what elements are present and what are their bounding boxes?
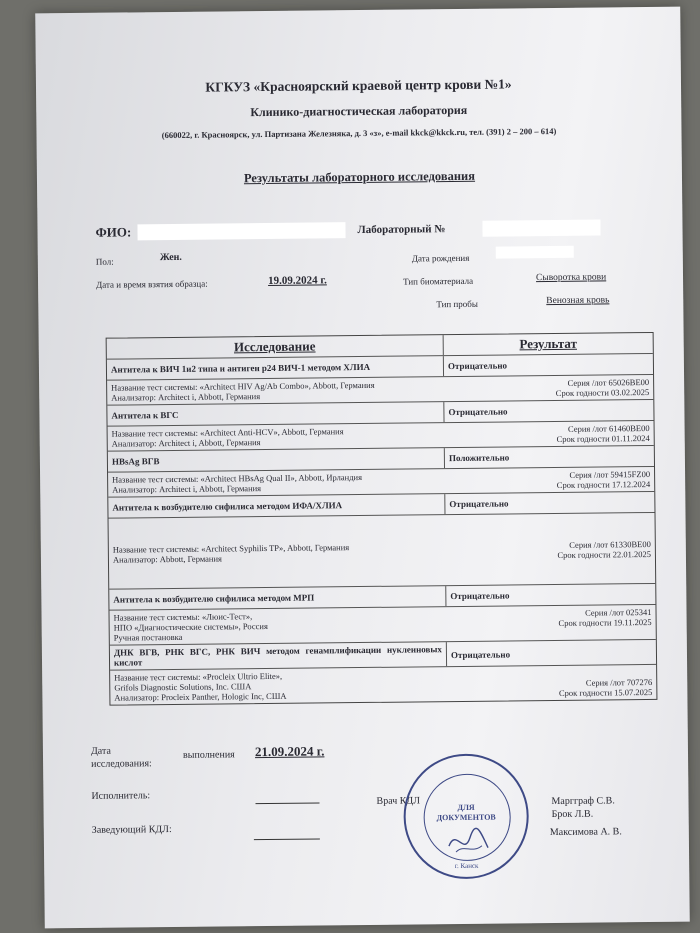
stamp-text-line2: ДОКУМЕНТОВ [436,812,496,823]
performer-signature-line [256,802,320,804]
signature-scribble [446,826,491,858]
analyzer: Анализатор: Abbott, Германия [112,553,222,565]
doctor-name: Маргграф С.В. [551,795,615,808]
redacted-fio [137,222,345,240]
lot-number: Серия /лот 61460BE00 [567,422,650,434]
analyzer: Анализатор: Architect i, Abbott, Германия [111,437,261,449]
kit-vendor: НПО «Диагностические системы», Россия [113,620,268,633]
lot-number: Серия /лот 61330BE00 [569,538,651,550]
redacted-dob [496,246,574,259]
sex-label: Пол: [95,256,114,267]
method-note: Ручная постановка [113,631,183,643]
test-name: Антитела к возбудителю сифилиса методом МРП [109,586,446,610]
col-study-header: Исследование [107,335,444,359]
stamp-city: г. Канск [454,861,479,871]
test-name: Антитела к возбудителю сифилиса методом ИФА/ХЛИА [108,494,445,518]
study-label: исследования: [91,758,152,770]
execution-label: выполнения [182,749,235,761]
head-signature-line [254,838,320,840]
test-details [109,513,656,590]
kit-name: Название тест системы: «Люис-Тест», [113,611,253,623]
test-result: Положительно [448,452,510,464]
test-details [109,605,655,646]
doctor-name: Максимова А. В. [549,826,622,839]
probe-type-label: Тип пробы [436,298,478,310]
expiry-date: Срок годности 15.07.2025 [558,686,653,698]
execution-date: 21.09.2024 г. [254,743,325,760]
biomaterial-label: Тип биоматериала [403,275,474,287]
lot-number: Серия /лот 59415FZ00 [569,468,651,480]
expiry-date: Срок годности 17.12.2024 [556,478,651,490]
expiry-date: Срок годности 01.11.2024 [556,432,650,444]
test-result: Отрицательно [450,649,511,661]
analyzer: Анализатор: Architect i, Abbott, Германия [112,483,262,495]
head-label: Заведующий КДЛ: [91,824,172,836]
test-name: HBsAg ВГВ [108,448,445,472]
expiry-date: Срок годности 03.02.2025 [555,386,650,398]
col-result-header: Результат [519,335,578,352]
biomaterial-value: Сыворотка крови [535,272,607,284]
kit-name: Название тест системы: «Architect Anti-HCV», Abbott, Германия [111,426,344,439]
stamp-text-line1: ДЛЯ [457,802,475,813]
expiry-date: Срок годности 22.01.2025 [557,548,651,560]
lab-number-label: Лабораторный № [357,223,446,237]
date-label: Дата [90,745,111,757]
results-table [106,332,658,706]
sex-value: Жен. [159,251,182,264]
test-result: Отрицательно [450,590,510,602]
expiry-date: Срок годности 19.11.2025 [558,616,652,628]
analyzer: Анализатор: Procleix Panther, Hologic Inc, США [114,690,287,703]
page-title: Результаты лабораторного исследования [243,168,476,186]
probe-type-value: Венозная кровь [546,295,610,307]
dob-label: Дата рождения [411,252,470,264]
test-name: Антитела к ВИЧ 1и2 типа и антиген р24 ВИЧ-1 методом ХЛИА [107,356,444,380]
kit-name: Название тест системы: «Architect HBsAg Qual II», Abbott, Ирландия [112,472,363,485]
test-result: Отрицательно [449,498,509,510]
kit-name: Название тест системы: «Architect Syphilis TP», Abbott, Германия [112,542,350,555]
kit-name: Название тест системы: «Procleix Ultrio Elite», [114,670,283,683]
sample-date: 19.09.2024 г. [267,274,327,287]
test-result: Отрицательно [447,360,508,372]
lot-number: Серия /лот 707276 [585,676,653,688]
test-result: Отрицательно [448,406,508,418]
redacted-lab-number [482,219,600,236]
document-sheet [35,7,690,929]
lab-name: Клинико-диагностическая лаборатория [250,102,468,120]
analyzer: Анализатор: Architect i, Abbott, Германия [111,391,261,403]
org-name: КГКУЗ «Красноярский краевой центр крови №1» [205,76,512,95]
lot-number: Серия /лот 025341 [585,606,652,618]
kit-name: Название тест системы: «Architect HIV Ag/Ab Combo», Abbott, Германия [111,379,375,393]
official-stamp [403,753,529,879]
test-details [110,665,656,705]
test-name: ДНК ВГВ, РНК ВГС, РНК ВИЧ методом генамплификации нуклеиновых кислот [110,642,447,670]
fio-label: ФИО: [95,224,132,240]
sample-datetime-label: Дата и время взятия образца: [96,278,208,290]
lot-number: Серия /лот 65026BE00 [567,376,650,388]
performer-label: Исполнитель: [91,790,151,802]
doctor-label: Врач КДЛ [376,795,421,807]
doctor-name: Брок Л.В. [551,808,594,821]
kit-vendor: Grifols Diagnostic Solutions, Inc. США [114,681,252,693]
org-address: (660022, г. Красноярск, ул. Партизана Железняка, д. 3 «з», e-mail kkck@kkck.ru, тел. (391) 2 – 200 – 614) [161,125,557,141]
test-name: Антитела к ВГС [107,402,444,426]
